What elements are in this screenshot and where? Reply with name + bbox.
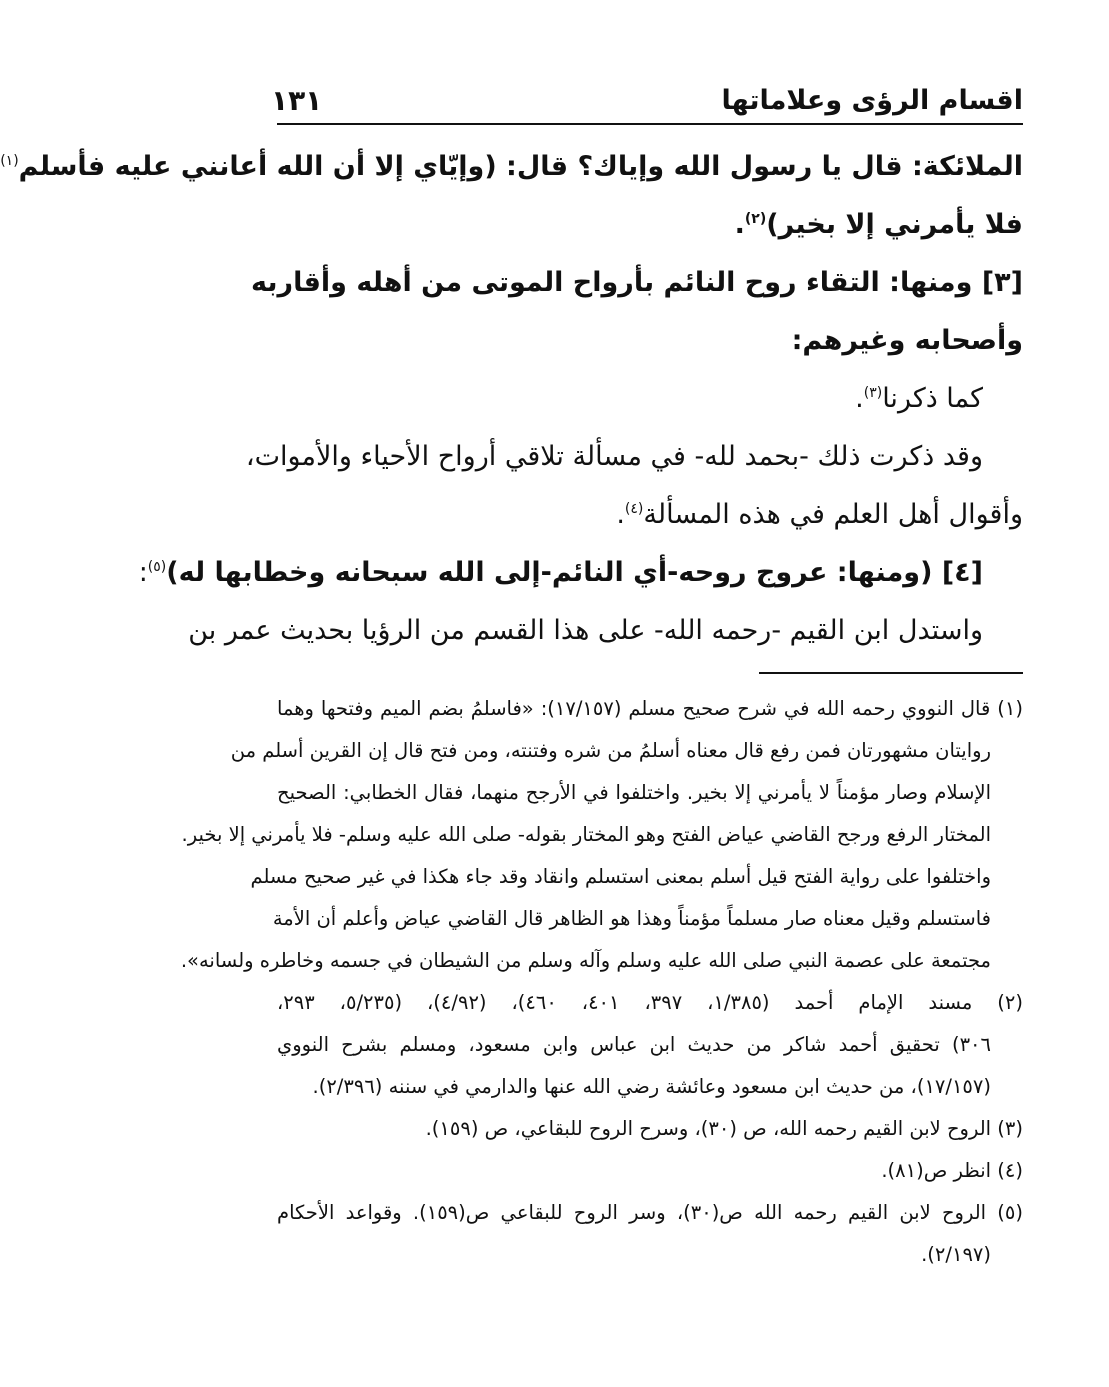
text-line: وقد ذكرت ذلك -بحمد لله- في مسألة تلاقي أرواح الأحياء والأموات، — [245, 441, 983, 472]
chapter-title: اقسام الرؤى وعلاماتها — [721, 84, 1023, 116]
text-line: وأقوال أهل العلم في هذه المسألة$^{(٤)}$. — [616, 499, 1023, 530]
main-text — [0, 138, 1023, 660]
header-divider — [277, 123, 1023, 125]
footnote-line: فاستسلم وقيل معناه صار مسلماً مؤمناً وهذا هو الظاهر قال القاضي عياض وأعلم أن الأمة — [272, 907, 991, 930]
footnote-marker: (٥) — [147, 559, 167, 575]
footnote-line: ٣٠٦) تحقيق أحمد شاكر من حديث ابن عباس وابن مسعود، ومسلم بشرح النووي — [277, 1033, 991, 1056]
footnote-line: (٣) الروح لابن القيم رحمه الله، ص (٣٠)، وسرح الروح للبقاعي، ص (١٥٩). — [425, 1117, 1023, 1140]
text-line: فلا يأمرني إلا بخير)$^{(٢)}$. — [734, 209, 1023, 240]
footnote-line: (٢/١٩٧). — [921, 1243, 991, 1266]
footnote-marker: (٤) — [624, 501, 644, 517]
section-heading: [٣] ومنها: التقاء روح النائم بأرواح الموتى من أهله وأقاربه — [251, 267, 1023, 298]
section-heading: [٤] (ومنها: عروج روحه-أي النائم-إلى الله سبحانه وخطابها له)$^{(٥)}$: — [138, 557, 983, 588]
footnote-line: الإسلام وصار مؤمناً لا يأمرني إلا بخير. واختلفوا في الأرجح منهما، فقال الخطابي: الصحيح — [277, 781, 991, 804]
footnote-line: المختار الرفع ورجح القاضي عياض الفتح وهو المختار بقوله- صلى الله عليه وسلم- فلا يأمرني إلا بخير. — [181, 823, 991, 846]
footnote-marker: (٣) — [863, 385, 883, 401]
footnote-line: مجتمعة على عصمة النبي صلى الله عليه وسلم وآله وسلم من الشيطان في جسمه وخاطره ولسانه». — [180, 949, 991, 972]
footnote-line: (١) قال النووي رحمه الله في شرح صحيح مسلم (١٧/١٥٧): «فاسلمُ بضم الميم وفتحها وهما — [277, 697, 1023, 720]
text-line: الملائكة: قال يا رسول الله وإياك؟ قال: (وإيّاي إلا أن الله أعانني عليه فأسلم$^{(١)}$ — [0, 151, 1023, 182]
footnotes — [180, 688, 1024, 1276]
running-header — [271, 76, 1023, 124]
page-number: ١٣١ — [271, 83, 323, 117]
footnote-divider — [759, 672, 1023, 674]
text-line: واستدل ابن القيم -رحمه الله- على هذا القسم من الرؤيا بحديث عمر بن — [188, 615, 983, 646]
text-line: كما ذكرنا$^{(٣)}$. — [855, 383, 983, 414]
footnote-line: واختلفوا على رواية الفتح قيل أسلم بمعنى استسلم وانقاد وقد جاء هكذا في غير صحيح مسلم — [250, 865, 991, 888]
footnote-line: (٤) انظر ص(٨١). — [881, 1159, 1023, 1182]
section-heading-cont: وأصحابه وغيرهم: — [791, 325, 1023, 356]
footnote-line: (٥) الروح لابن القيم رحمه الله ص(٣٠)، وسر الروح للبقاعي ص(١٥٩). وقواعد الأحكام — [277, 1201, 1023, 1224]
footnote-line: (١٧/١٥٧)، من حديث ابن مسعود وعائشة رضي الله عنها والدارمي في سننه (٢/٣٩٦). — [312, 1075, 991, 1098]
footnote-line: روايتان مشهورتان فمن رفع قال معناه أسلمُ من شره وفتنته، ومن فتح قال إن القرين أسلم من — [230, 739, 991, 762]
footnote-marker: (١) — [0, 153, 19, 169]
footnote-marker: (٢) — [744, 211, 767, 227]
footnote-line: (٢) مسند الإمام أحمد (١/٣٨٥، ٣٩٧، ٤٠١، ٤٦٠)، (٤/٩٢)، (٥/٢٣٥، ٢٩٣، — [277, 991, 1024, 1014]
